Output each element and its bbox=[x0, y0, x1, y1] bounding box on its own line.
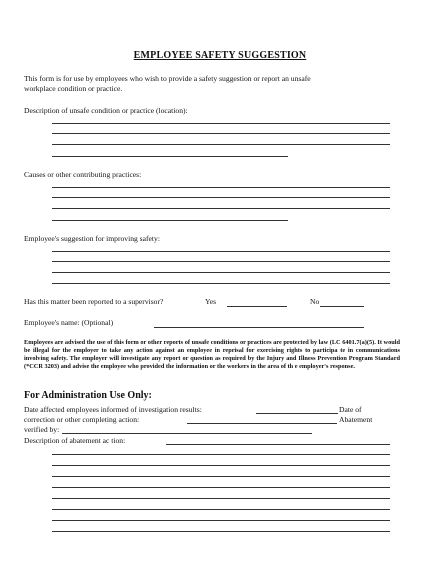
abatement-description-field-line-1[interactable] bbox=[166, 444, 390, 445]
suggestion-field-line-2[interactable] bbox=[52, 261, 390, 262]
intro-text-line-1: This form is for use by employees who wish to provide a safety suggestion or report an unsafe bbox=[24, 74, 311, 83]
correction-label: correction or other completing action: bbox=[24, 415, 140, 424]
abatement-description-field-line-7[interactable] bbox=[52, 509, 390, 510]
abatement-label: Abatement bbox=[339, 415, 373, 424]
employee-name-label: Employee's name: (Optional) bbox=[24, 318, 114, 327]
causes-label: Causes or other contributing practices: bbox=[24, 170, 142, 179]
reported-no-label: No bbox=[310, 297, 320, 306]
description-field-line-4[interactable] bbox=[52, 156, 288, 157]
form-title: EMPLOYEE SAFETY SUGGESTION bbox=[133, 50, 307, 61]
date-informed-field[interactable] bbox=[256, 413, 338, 414]
verified-by-field[interactable] bbox=[62, 433, 312, 434]
reported-yes-label: Yes bbox=[205, 297, 217, 306]
description-field-line-1[interactable] bbox=[52, 123, 390, 124]
abatement-description-field-line-9[interactable] bbox=[52, 531, 390, 532]
legal-notice: Employees are advised the use of this form or other reports of unsafe conditions or practices are protected by law (LC 6401.7(a)(5). It would be illegal for the employer to take any action against an employee in reprisal for exercising rights to participa te in communications involving safety. The employer will investigate any report or question as required by the Injury and Illness Prevention Program Standard (*CCR 3203) and advise the employee who provided the information or the workers in the area of th e employer's response. bbox=[24, 339, 400, 370]
suggestion-label: Employee's suggestion for improving safety: bbox=[24, 234, 160, 243]
employee-name-field[interactable] bbox=[154, 327, 364, 328]
admin-heading: For Administration Use Only: bbox=[24, 390, 152, 401]
correction-field[interactable] bbox=[187, 423, 337, 424]
verified-by-label: verified by: bbox=[24, 425, 60, 434]
description-field-line-3[interactable] bbox=[52, 144, 390, 145]
abatement-description-field-line-3[interactable] bbox=[52, 465, 390, 466]
causes-field-line-4[interactable] bbox=[52, 220, 288, 221]
description-label: Description of unsafe condition or practice (location): bbox=[24, 106, 188, 115]
abatement-description-field-line-6[interactable] bbox=[52, 498, 390, 499]
suggestion-field-line-1[interactable] bbox=[52, 251, 390, 252]
abatement-description-label: Description of abatement ac tion: bbox=[24, 436, 126, 445]
date-of-label: Date of bbox=[339, 405, 362, 414]
abatement-description-field-line-4[interactable] bbox=[52, 476, 390, 477]
reported-yes-field[interactable] bbox=[227, 306, 287, 307]
causes-field-line-3[interactable] bbox=[52, 208, 390, 209]
reported-no-field[interactable] bbox=[320, 306, 364, 307]
causes-field-line-2[interactable] bbox=[52, 197, 390, 198]
abatement-description-field-line-8[interactable] bbox=[52, 520, 390, 521]
suggestion-field-line-4[interactable] bbox=[52, 283, 390, 284]
reported-question: Has this matter been reported to a supervisor? bbox=[24, 297, 164, 306]
abatement-description-field-line-5[interactable] bbox=[52, 487, 390, 488]
suggestion-field-line-3[interactable] bbox=[52, 272, 390, 273]
abatement-description-field-line-2[interactable] bbox=[52, 454, 390, 455]
date-informed-label: Date affected employees informed of investigation results: bbox=[24, 405, 202, 414]
intro-text-line-2: workplace condition or practice. bbox=[24, 84, 123, 93]
causes-field-line-1[interactable] bbox=[52, 187, 390, 188]
description-field-line-2[interactable] bbox=[52, 133, 390, 134]
